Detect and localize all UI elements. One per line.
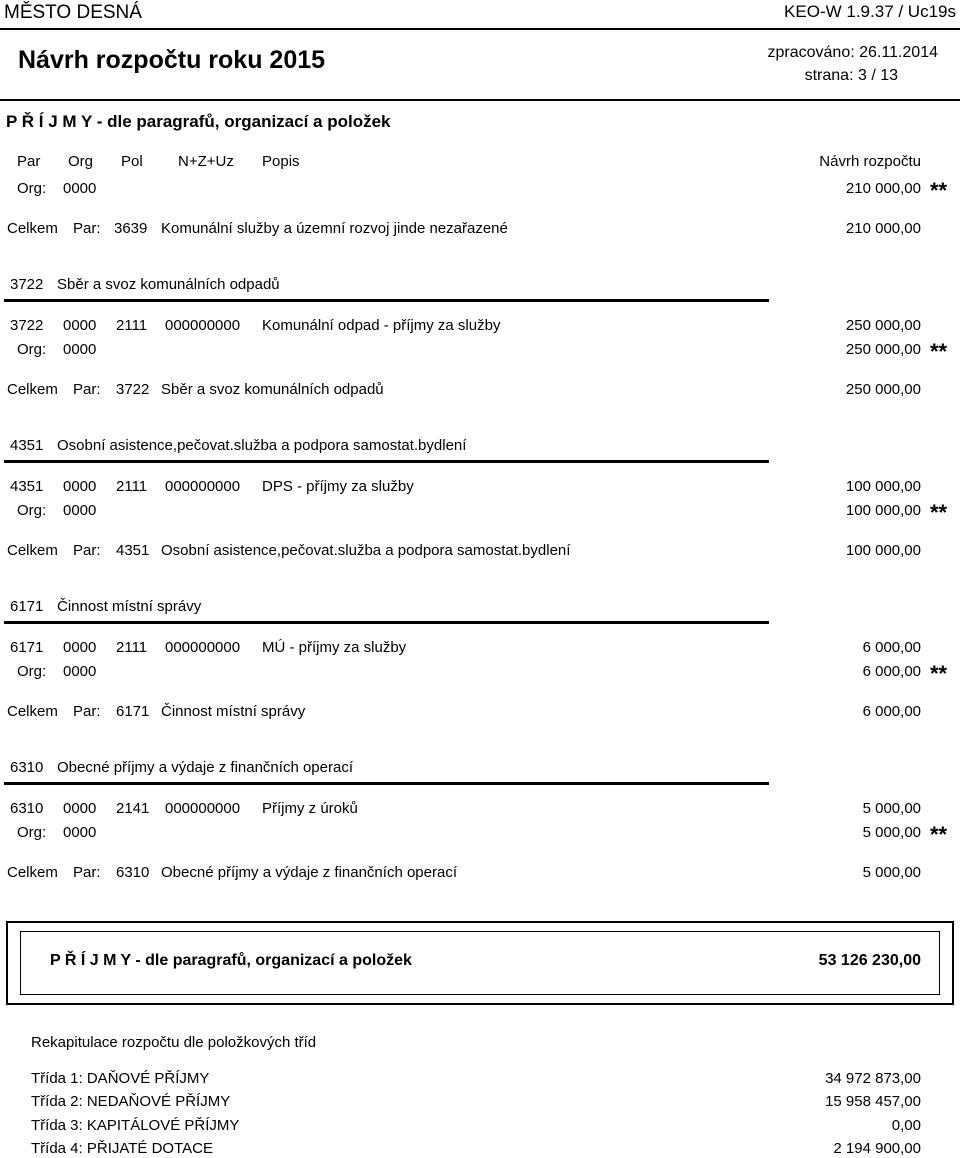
subtotal-marker: ** xyxy=(930,339,948,364)
item-pol: 2111 xyxy=(116,478,148,495)
grand-total-amount: 53 126 230,00 xyxy=(818,952,921,969)
total-celkem-label: Celkem xyxy=(7,220,58,237)
item-description: MÚ - příjmy za služby xyxy=(262,639,407,656)
total-par-code: 6171 xyxy=(116,703,150,720)
recap-class-amount: 34 972 873,00 xyxy=(825,1070,921,1087)
total-par-name: Činnost místní správy xyxy=(161,703,306,720)
paragraph-name: Sběr a svoz komunálních odpadů xyxy=(57,276,280,293)
item-par: 3722 xyxy=(10,317,44,334)
paragraph-code: 3722 xyxy=(10,276,44,293)
org-label: Org: xyxy=(17,180,47,197)
org-amount: 210 000,00 xyxy=(845,180,921,197)
column-header-par: Par xyxy=(17,153,41,170)
total-par-label: Par: xyxy=(73,220,101,237)
column-header-org: Org xyxy=(68,153,94,170)
paragraph-name: Obecné příjmy a výdaje z finančních operací xyxy=(57,759,353,776)
item-description: Příjmy z úroků xyxy=(262,800,358,817)
org-amount: 100 000,00 xyxy=(845,502,921,519)
column-header-popis: Popis xyxy=(262,153,300,170)
org-code: 0000 xyxy=(63,824,97,841)
recap-class-amount: 0,00 xyxy=(891,1117,921,1134)
total-celkem-label: Celkem xyxy=(7,542,58,559)
page-number: strana: 3 / 13 xyxy=(804,67,898,84)
total-amount: 100 000,00 xyxy=(845,542,921,559)
paragraph-name: Osobní asistence,pečovat.služba a podpora samostat.bydlení xyxy=(57,437,467,454)
item-pol: 2111 xyxy=(116,639,148,656)
total-celkem-label: Celkem xyxy=(7,381,58,398)
header-rule xyxy=(0,28,960,30)
paragraph-code: 4351 xyxy=(10,437,44,454)
org-label: Org: xyxy=(17,341,47,358)
item-amount: 5 000,00 xyxy=(862,800,921,817)
total-par-name: Komunální služby a územní rozvoj jinde nezařazené xyxy=(161,220,508,237)
total-par-code: 4351 xyxy=(116,542,150,559)
column-header-pol: Pol xyxy=(121,153,143,170)
total-amount: 6 000,00 xyxy=(862,703,921,720)
total-par-name: Osobní asistence,pečovat.služba a podpora samostat.bydlení xyxy=(161,542,571,559)
item-nzu: 000000000 xyxy=(165,800,241,817)
subtotal-marker: ** xyxy=(930,822,948,847)
total-par-label: Par: xyxy=(73,864,101,881)
item-par: 6310 xyxy=(10,800,44,817)
recap-class-label: Třída 1: DAŇOVÉ PŘÍJMY xyxy=(31,1070,210,1087)
total-par-name: Obecné příjmy a výdaje z finančních operací xyxy=(161,864,457,881)
item-nzu: 000000000 xyxy=(165,639,241,656)
org-code: 0000 xyxy=(63,502,97,519)
total-celkem-label: Celkem xyxy=(7,703,58,720)
org-label: Org: xyxy=(17,663,47,680)
paragraph-rule xyxy=(4,621,769,624)
item-amount: 6 000,00 xyxy=(862,639,921,656)
subtotal-marker: ** xyxy=(930,500,948,525)
org-code: 0000 xyxy=(63,663,97,680)
report-code: KEO-W 1.9.37 / Uc19s xyxy=(784,2,956,21)
org-amount: 5 000,00 xyxy=(862,824,921,841)
paragraph-code: 6171 xyxy=(10,598,44,615)
org-label: Org: xyxy=(17,824,47,841)
item-org: 0000 xyxy=(63,317,97,334)
recap-class-amount: 2 194 900,00 xyxy=(833,1140,921,1157)
item-description: DPS - příjmy za služby xyxy=(262,478,414,495)
item-nzu: 000000000 xyxy=(165,478,241,495)
total-amount: 5 000,00 xyxy=(862,864,921,881)
municipality-name: MĚSTO DESNÁ xyxy=(4,2,142,23)
item-org: 0000 xyxy=(63,639,97,656)
total-par-label: Par: xyxy=(73,703,101,720)
paragraph-rule xyxy=(4,782,769,785)
recap-class-label: Třída 4: PŘIJATÉ DOTACE xyxy=(31,1140,213,1157)
item-pol: 2111 xyxy=(116,317,148,334)
total-amount: 250 000,00 xyxy=(845,381,921,398)
recap-title: Rekapitulace rozpočtu dle položkových tříd xyxy=(31,1034,317,1051)
subtotal-marker: ** xyxy=(930,661,948,686)
item-par: 4351 xyxy=(10,478,44,495)
item-amount: 100 000,00 xyxy=(845,478,921,495)
recap-class-label: Třída 2: NEDAŇOVÉ PŘÍJMY xyxy=(31,1093,231,1110)
total-par-label: Par: xyxy=(73,381,101,398)
org-code: 0000 xyxy=(63,341,97,358)
org-amount: 250 000,00 xyxy=(845,341,921,358)
total-par-code: 3639 xyxy=(114,220,148,237)
item-org: 0000 xyxy=(63,478,97,495)
item-amount: 250 000,00 xyxy=(845,317,921,334)
item-pol: 2141 xyxy=(116,800,150,817)
column-header-nzu: N+Z+Uz xyxy=(178,153,234,170)
total-par-code: 6310 xyxy=(116,864,150,881)
subtotal-marker: ** xyxy=(930,178,948,203)
recap-class-label: Třída 3: KAPITÁLOVÉ PŘÍJMY xyxy=(31,1117,240,1134)
total-par-code: 3722 xyxy=(116,381,150,398)
org-amount: 6 000,00 xyxy=(862,663,921,680)
org-code: 0000 xyxy=(63,180,97,197)
total-amount: 210 000,00 xyxy=(845,220,921,237)
item-par: 6171 xyxy=(10,639,44,656)
paragraph-rule xyxy=(4,299,769,302)
paragraph-name: Činnost místní správy xyxy=(57,598,202,615)
total-par-label: Par: xyxy=(73,542,101,559)
org-label: Org: xyxy=(17,502,47,519)
total-celkem-label: Celkem xyxy=(7,864,58,881)
processed-date: zpracováno: 26.11.2014 xyxy=(767,44,938,61)
paragraph-rule xyxy=(4,460,769,463)
grand-total-label: P Ř Í J M Y - dle paragrafů, organizací a položek xyxy=(50,952,412,969)
item-description: Komunální odpad - příjmy za služby xyxy=(262,317,501,334)
item-org: 0000 xyxy=(63,800,97,817)
paragraph-code: 6310 xyxy=(10,759,44,776)
total-par-name: Sběr a svoz komunálních odpadů xyxy=(161,381,384,398)
title-rule xyxy=(0,99,960,101)
recap-class-amount: 15 958 457,00 xyxy=(825,1093,921,1110)
section-title: P Ř Í J M Y - dle paragrafů, organizací a položek xyxy=(6,112,391,131)
column-header-amount: Návrh rozpočtu xyxy=(819,153,921,170)
item-nzu: 000000000 xyxy=(165,317,241,334)
page-title: Návrh rozpočtu roku 2015 xyxy=(18,46,326,74)
